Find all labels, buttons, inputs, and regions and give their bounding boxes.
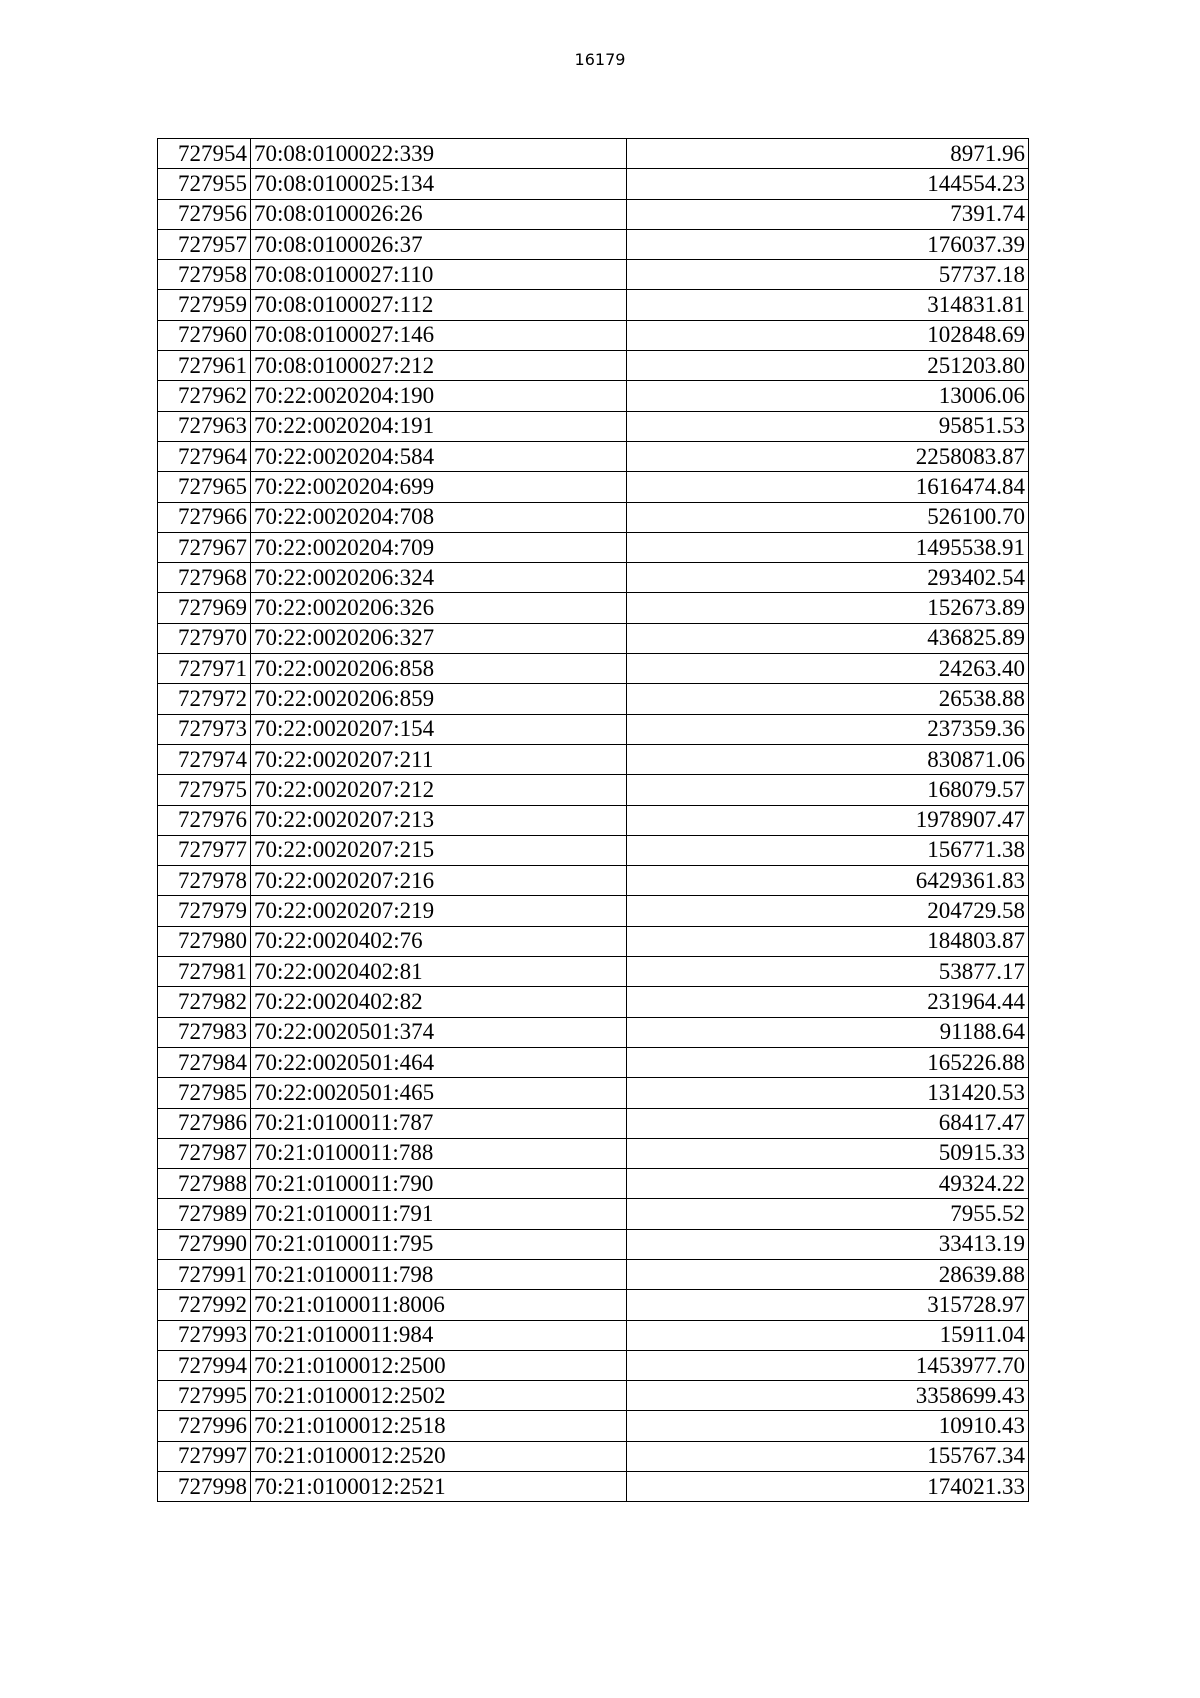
cadastral-number-cell: 70:22:0020204:584 — [251, 441, 627, 471]
row-number-cell: 727969 — [158, 593, 251, 623]
cadastral-value-cell: 293402.54 — [627, 563, 1029, 593]
row-number-cell: 727993 — [158, 1320, 251, 1350]
row-number-cell: 727983 — [158, 1017, 251, 1047]
row-number-cell: 727976 — [158, 805, 251, 835]
table-row — [158, 896, 1029, 926]
table-row — [158, 1138, 1029, 1168]
cadastral-number-cell: 70:22:0020207:212 — [251, 775, 627, 805]
cadastral-value-cell: 102848.69 — [627, 320, 1029, 350]
cadastral-number-cell: 70:22:0020204:708 — [251, 502, 627, 532]
row-number-cell: 727960 — [158, 320, 251, 350]
table-row — [158, 1169, 1029, 1199]
cadastral-number-cell: 70:21:0100011:787 — [251, 1108, 627, 1138]
table-row — [158, 987, 1029, 1017]
cadastral-value-cell: 144554.23 — [627, 169, 1029, 199]
page-number: 16179 — [574, 50, 626, 69]
cadastral-number-cell: 70:22:0020402:82 — [251, 987, 627, 1017]
cadastral-value-cell: 33413.19 — [627, 1229, 1029, 1259]
cadastral-value-cell: 152673.89 — [627, 593, 1029, 623]
cadastral-value-cell: 26538.88 — [627, 684, 1029, 714]
table-row — [158, 1472, 1029, 1502]
cadastral-number-cell: 70:21:0100011:798 — [251, 1259, 627, 1289]
cadastral-number-cell: 70:22:0020204:190 — [251, 381, 627, 411]
cadastral-number-cell: 70:21:0100011:984 — [251, 1320, 627, 1350]
cadastral-number-cell: 70:22:0020206:327 — [251, 623, 627, 653]
row-number-cell: 727986 — [158, 1108, 251, 1138]
cadastral-value-cell: 95851.53 — [627, 411, 1029, 441]
table-row — [158, 169, 1029, 199]
cadastral-value-cell: 204729.58 — [627, 896, 1029, 926]
table-row — [158, 684, 1029, 714]
cadastral-number-cell: 70:22:0020501:374 — [251, 1017, 627, 1047]
cadastral-number-cell: 70:22:0020206:326 — [251, 593, 627, 623]
cadastral-value-cell: 174021.33 — [627, 1472, 1029, 1502]
table-row — [158, 926, 1029, 956]
cadastral-number-cell: 70:22:0020207:211 — [251, 744, 627, 774]
table-row — [158, 199, 1029, 229]
cadastral-value-cell: 1616474.84 — [627, 472, 1029, 502]
cadastral-number-cell: 70:22:0020206:859 — [251, 684, 627, 714]
cadastral-number-cell: 70:08:0100026:26 — [251, 199, 627, 229]
cadastral-value-cell: 8971.96 — [627, 139, 1029, 169]
table-row — [158, 229, 1029, 259]
table-row — [158, 139, 1029, 169]
table-row — [158, 835, 1029, 865]
table-row — [158, 1350, 1029, 1380]
row-number-cell: 727989 — [158, 1199, 251, 1229]
table-row — [158, 1259, 1029, 1289]
cadastral-value-cell: 53877.17 — [627, 957, 1029, 987]
cadastral-value-cell: 15911.04 — [627, 1320, 1029, 1350]
table-row — [158, 1229, 1029, 1259]
table-body — [158, 139, 1029, 1502]
cadastral-value-cell: 7391.74 — [627, 199, 1029, 229]
row-number-cell: 727985 — [158, 1078, 251, 1108]
table-row — [158, 744, 1029, 774]
row-number-cell: 727965 — [158, 472, 251, 502]
cadastral-number-cell: 70:08:0100022:339 — [251, 139, 627, 169]
cadastral-number-cell: 70:22:0020207:219 — [251, 896, 627, 926]
table-row — [158, 1290, 1029, 1320]
cadastral-number-cell: 70:22:0020207:215 — [251, 835, 627, 865]
cadastral-value-cell: 68417.47 — [627, 1108, 1029, 1138]
table-row — [158, 1047, 1029, 1077]
table-row — [158, 441, 1029, 471]
cadastral-value-cell: 131420.53 — [627, 1078, 1029, 1108]
row-number-cell: 727997 — [158, 1441, 251, 1471]
cadastral-value-cell: 10910.43 — [627, 1411, 1029, 1441]
cadastral-number-cell: 70:22:0020206:858 — [251, 654, 627, 684]
cadastral-number-cell: 70:22:0020207:154 — [251, 714, 627, 744]
row-number-cell: 727975 — [158, 775, 251, 805]
row-number-cell: 727978 — [158, 866, 251, 896]
row-number-cell: 727973 — [158, 714, 251, 744]
table-row — [158, 260, 1029, 290]
row-number-cell: 727964 — [158, 441, 251, 471]
cadastral-number-cell: 70:21:0100012:2521 — [251, 1472, 627, 1502]
row-number-cell: 727998 — [158, 1472, 251, 1502]
cadastral-number-cell: 70:21:0100012:2500 — [251, 1350, 627, 1380]
cadastral-value-cell: 6429361.83 — [627, 866, 1029, 896]
cadastral-number-cell: 70:21:0100011:8006 — [251, 1290, 627, 1320]
cadastral-value-cell: 314831.81 — [627, 290, 1029, 320]
row-number-cell: 727980 — [158, 926, 251, 956]
cadastral-number-cell: 70:08:0100027:110 — [251, 260, 627, 290]
cadastral-number-cell: 70:22:0020207:213 — [251, 805, 627, 835]
cadastral-value-cell: 156771.38 — [627, 835, 1029, 865]
cadastral-number-cell: 70:08:0100027:212 — [251, 351, 627, 381]
cadastral-value-cell: 13006.06 — [627, 381, 1029, 411]
cadastral-number-cell: 70:21:0100011:790 — [251, 1169, 627, 1199]
cadastral-value-cell: 436825.89 — [627, 623, 1029, 653]
table-row — [158, 1381, 1029, 1411]
table-row — [158, 1320, 1029, 1350]
cadastral-value-cell: 1495538.91 — [627, 532, 1029, 562]
table-row — [158, 1017, 1029, 1047]
cadastral-value-cell: 49324.22 — [627, 1169, 1029, 1199]
cadastral-value-cell: 28639.88 — [627, 1259, 1029, 1289]
row-number-cell: 727988 — [158, 1169, 251, 1199]
row-number-cell: 727971 — [158, 654, 251, 684]
table-row — [158, 563, 1029, 593]
cadastral-number-cell: 70:21:0100012:2502 — [251, 1381, 627, 1411]
row-number-cell: 727954 — [158, 139, 251, 169]
row-number-cell: 727967 — [158, 532, 251, 562]
cadastral-value-cell: 231964.44 — [627, 987, 1029, 1017]
row-number-cell: 727995 — [158, 1381, 251, 1411]
cadastral-value-cell: 315728.97 — [627, 1290, 1029, 1320]
cadastral-number-cell: 70:22:0020206:324 — [251, 563, 627, 593]
table-row — [158, 714, 1029, 744]
table-row — [158, 472, 1029, 502]
table-row — [158, 1411, 1029, 1441]
cadastral-value-cell: 251203.80 — [627, 351, 1029, 381]
cadastral-number-cell: 70:22:0020501:464 — [251, 1047, 627, 1077]
row-number-cell: 727955 — [158, 169, 251, 199]
row-number-cell: 727994 — [158, 1350, 251, 1380]
table-row — [158, 502, 1029, 532]
cadastral-value-cell: 237359.36 — [627, 714, 1029, 744]
row-number-cell: 727992 — [158, 1290, 251, 1320]
cadastral-value-cell: 526100.70 — [627, 502, 1029, 532]
cadastral-number-cell: 70:08:0100027:112 — [251, 290, 627, 320]
table-row — [158, 1199, 1029, 1229]
cadastral-number-cell: 70:21:0100011:788 — [251, 1138, 627, 1168]
cadastral-number-cell: 70:21:0100011:791 — [251, 1199, 627, 1229]
row-number-cell: 727990 — [158, 1229, 251, 1259]
cadastral-value-cell: 1453977.70 — [627, 1350, 1029, 1380]
cadastral-value-table — [157, 138, 1029, 1502]
row-number-cell: 727974 — [158, 744, 251, 774]
cadastral-number-cell: 70:21:0100011:795 — [251, 1229, 627, 1259]
cadastral-number-cell: 70:08:0100027:146 — [251, 320, 627, 350]
row-number-cell: 727966 — [158, 502, 251, 532]
cadastral-number-cell: 70:22:0020204:191 — [251, 411, 627, 441]
cadastral-value-cell: 176037.39 — [627, 229, 1029, 259]
cadastral-number-cell: 70:21:0100012:2518 — [251, 1411, 627, 1441]
cadastral-value-cell: 155767.34 — [627, 1441, 1029, 1471]
cadastral-number-cell: 70:22:0020204:709 — [251, 532, 627, 562]
row-number-cell: 727961 — [158, 351, 251, 381]
cadastral-value-cell: 24263.40 — [627, 654, 1029, 684]
table-row — [158, 290, 1029, 320]
table-row — [158, 623, 1029, 653]
cadastral-value-cell: 50915.33 — [627, 1138, 1029, 1168]
cadastral-value-cell: 168079.57 — [627, 775, 1029, 805]
table-row — [158, 654, 1029, 684]
row-number-cell: 727958 — [158, 260, 251, 290]
row-number-cell: 727977 — [158, 835, 251, 865]
table-row — [158, 320, 1029, 350]
row-number-cell: 727970 — [158, 623, 251, 653]
row-number-cell: 727968 — [158, 563, 251, 593]
table-row — [158, 351, 1029, 381]
cadastral-number-cell: 70:08:0100025:134 — [251, 169, 627, 199]
cadastral-number-cell: 70:22:0020204:699 — [251, 472, 627, 502]
row-number-cell: 727991 — [158, 1259, 251, 1289]
table-row — [158, 593, 1029, 623]
table-row — [158, 411, 1029, 441]
table-row — [158, 957, 1029, 987]
table-row — [158, 1108, 1029, 1138]
row-number-cell: 727984 — [158, 1047, 251, 1077]
row-number-cell: 727962 — [158, 381, 251, 411]
cadastral-number-cell: 70:21:0100012:2520 — [251, 1441, 627, 1471]
row-number-cell: 727957 — [158, 229, 251, 259]
cadastral-value-cell: 184803.87 — [627, 926, 1029, 956]
table-row — [158, 775, 1029, 805]
cadastral-number-cell: 70:22:0020402:76 — [251, 926, 627, 956]
cadastral-value-cell: 165226.88 — [627, 1047, 1029, 1077]
row-number-cell: 727959 — [158, 290, 251, 320]
row-number-cell: 727996 — [158, 1411, 251, 1441]
cadastral-number-cell: 70:22:0020207:216 — [251, 866, 627, 896]
row-number-cell: 727981 — [158, 957, 251, 987]
row-number-cell: 727979 — [158, 896, 251, 926]
cadastral-value-cell: 1978907.47 — [627, 805, 1029, 835]
table-row — [158, 805, 1029, 835]
row-number-cell: 727963 — [158, 411, 251, 441]
row-number-cell: 727987 — [158, 1138, 251, 1168]
cadastral-value-cell: 7955.52 — [627, 1199, 1029, 1229]
row-number-cell: 727972 — [158, 684, 251, 714]
cadastral-number-cell: 70:08:0100026:37 — [251, 229, 627, 259]
cadastral-number-cell: 70:22:0020501:465 — [251, 1078, 627, 1108]
table-row — [158, 1078, 1029, 1108]
cadastral-number-cell: 70:22:0020402:81 — [251, 957, 627, 987]
cadastral-value-cell: 91188.64 — [627, 1017, 1029, 1047]
table-row — [158, 866, 1029, 896]
cadastral-value-cell: 57737.18 — [627, 260, 1029, 290]
table-row — [158, 532, 1029, 562]
cadastral-value-cell: 830871.06 — [627, 744, 1029, 774]
table-row — [158, 381, 1029, 411]
cadastral-value-cell: 3358699.43 — [627, 1381, 1029, 1411]
cadastral-value-cell: 2258083.87 — [627, 441, 1029, 471]
table-row — [158, 1441, 1029, 1471]
row-number-cell: 727956 — [158, 199, 251, 229]
row-number-cell: 727982 — [158, 987, 251, 1017]
